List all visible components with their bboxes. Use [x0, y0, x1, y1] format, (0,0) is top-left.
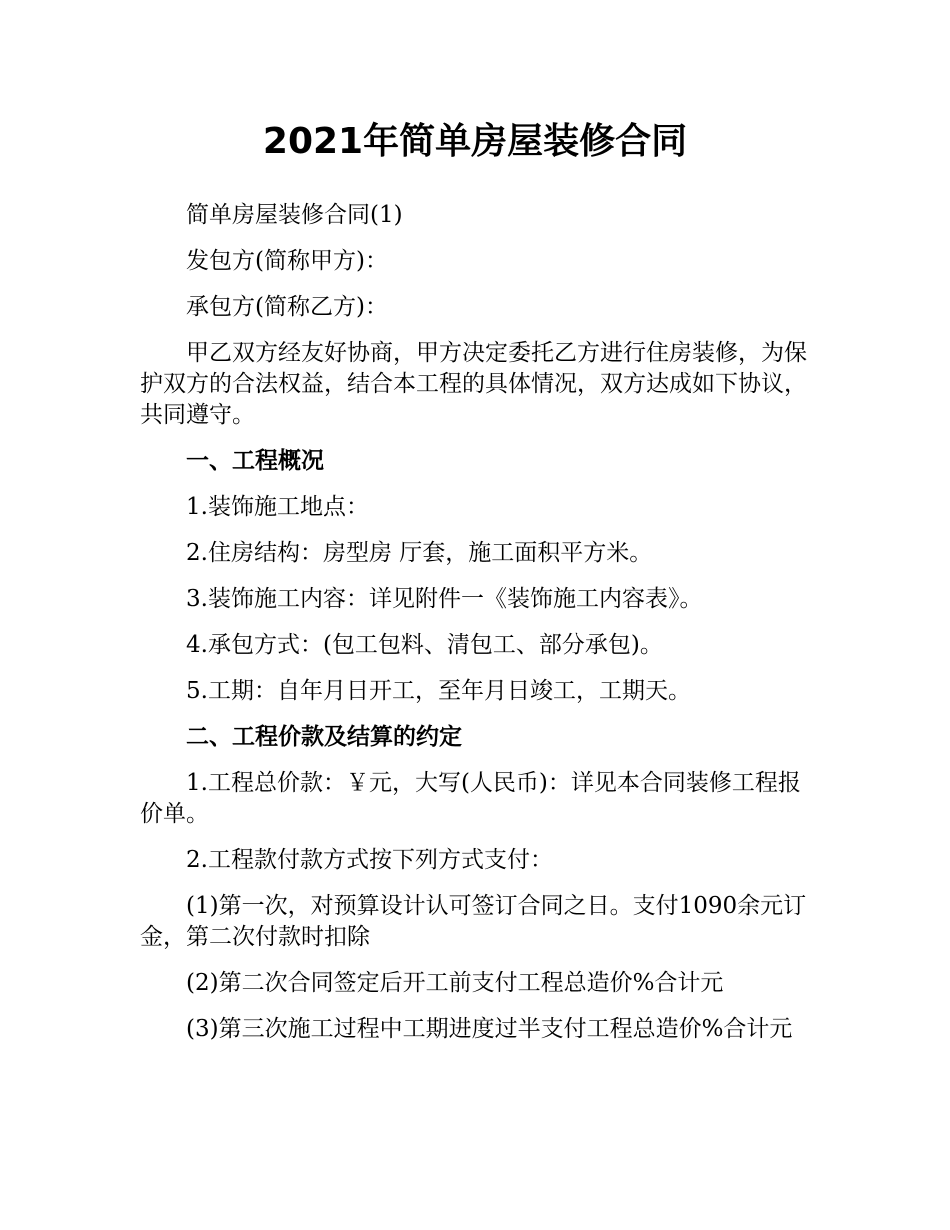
- party-a-line: 发包方(简称甲方)：: [186, 248, 388, 274]
- clause-payment-method: 2.工程款付款方式按下列方式支付：: [186, 847, 553, 873]
- contract-subtitle: 简单房屋装修合同(1): [186, 202, 403, 228]
- document-body: [140, 200, 812, 1060]
- clause-payment-first: (1)第一次，对预算设计认可签订合同之日。支付1090余元订金，第二次付款时扣除: [140, 893, 807, 950]
- clause-payment-third: (3)第三次施工过程中工期进度过半支付工程总造价%合计元: [186, 1016, 793, 1042]
- clause-structure: 2.住房结构：房型房 厅套，施工面积平方米。: [186, 540, 653, 566]
- section-heading-price-settlement: 二、工程价款及结算的约定: [186, 724, 462, 750]
- clause-contract-method: 4.承包方式：(包工包料、清包工、部分承包)。: [186, 632, 663, 658]
- clause-payment-second: (2)第二次合同签定后开工前支付工程总造价%合计元: [186, 970, 724, 996]
- document-title: 2021年简单房屋装修合同: [262, 121, 688, 162]
- section-heading-project-overview: 一、工程概况: [186, 448, 324, 474]
- intro-paragraph: 甲乙双方经友好协商，甲方决定委托乙方进行住房装修，为保护双方的合法权益，结合本工程的具体情况，双方达成如下协议，共同遵守。: [140, 340, 807, 428]
- clause-total-price: 1.工程总价款：￥元，大写(人民币)：详见本合同装修工程报价单。: [140, 770, 801, 827]
- clause-location: 1.装饰施工地点：: [186, 494, 369, 520]
- clause-content: 3.装饰施工内容：详见附件一《装饰施工内容表》。: [186, 586, 703, 612]
- party-b-line: 承包方(简称乙方)：: [186, 294, 388, 320]
- clause-schedule: 5.工期：自年月日开工，至年月日竣工，工期天。: [186, 678, 691, 704]
